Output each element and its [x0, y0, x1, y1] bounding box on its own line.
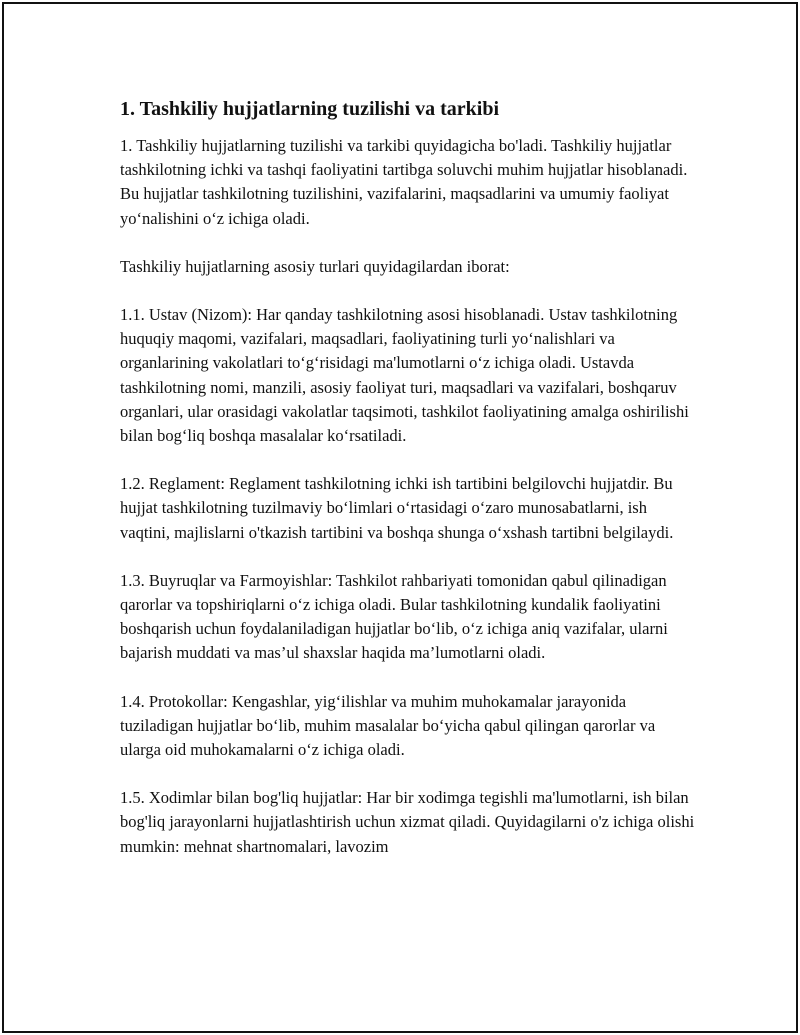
protokollar-paragraph: 1.4. Protokollar: Kengashlar, yig‘ilishlar va muhim muhokamalar jarayonida tuziladigan hujjatlar bo‘lib, muhim masalalar bo‘yicha qabul qilingan qarorlar va ularga oid muhokamalarni o‘z ichiga oladi. [120, 691, 656, 760]
document-page [2, 2, 798, 1033]
intro-paragraph: 1. Tashkiliy hujjatlarning tuzilishi va tarkibi quyidagicha bo'ladi. Tashkiliy hujjatlar tashkilotning ichki va tashqi faoliyatini tartibga soluvchi muhim hujjatlar hisoblanadi. Bu hujjatlar tashkilotning tuzilishini, vazifalarini, maqsadlarini va umumiy faoliyat yo‘nalishini o‘z ichiga oladi. [120, 136, 688, 228]
buyruqlar-paragraph: 1.3. Buyruqlar va Farmoyishlar: Tashkilot rahbariyati tomonidan qabul qilinadigan qarorlar va topshiriqlarni o‘z ichiga oladi. Bular tashkilotning kundalik faoliyatini boshqarish uchun foydalaniladigan hujjatlar bo‘lib, o‘z ichiga aniq vazifalar, ularni bajarish muddati va mas’ul shaxslar haqida ma’lumotlarni oladi. [120, 570, 668, 663]
ustav-paragraph: 1.1. Ustav (Nizom): Har qanday tashkilotning asosi hisoblanadi. Ustav tashkilotning huquqiy maqomi, vazifalari, maqsadlari, faoliyatining turli yo‘nalishlari va organlarining vakolatlari to‘g‘risidagi ma'lumotlarni o‘z ichiga oladi. Ustavda tashkilotning nomi, manzili, asosiy faoliyat turi, maqsadlari va vazifalari, boshqaruv organlari, ular orasidagi vakolatlar taqsimoti, tashkilot faoliyatining amalga oshirilishi bilan bog‘liq boshqa masalalar ko‘rsatiladi. [120, 305, 689, 446]
xodimlar-paragraph: 1.5. Xodimlar bilan bog'liq hujjatlar: Har bir xodimga tegishli ma'lumotlarni, ish bilan bog'liq jarayonlarni hujjatlashtirish uchun xizmat qiladi. Quyidagilarni o'z ichiga olishi mumkin: mehnat shartnomalari, lavozim [120, 788, 695, 856]
document-body [120, 94, 700, 883]
reglament-paragraph: 1.2. Reglament: Reglament tashkilotning ichki ish tartibini belgilovchi hujjatdir. Bu hujjat tashkilotning tuzilmaviy bo‘limlari o‘rtasidagi o‘zaro munosabatlarni, ish vaqtini, majlislarni o'tkazish tartibini va boshqa shunga o‘xshash tartibni belgilaydi. [120, 474, 674, 542]
document-title: 1. Tashkiliy hujjatlarning tuzilishi va tarkibi [120, 98, 499, 120]
types-intro-paragraph: Tashkiliy hujjatlarning asosiy turlari quyidagilardan iborat: [120, 256, 510, 276]
